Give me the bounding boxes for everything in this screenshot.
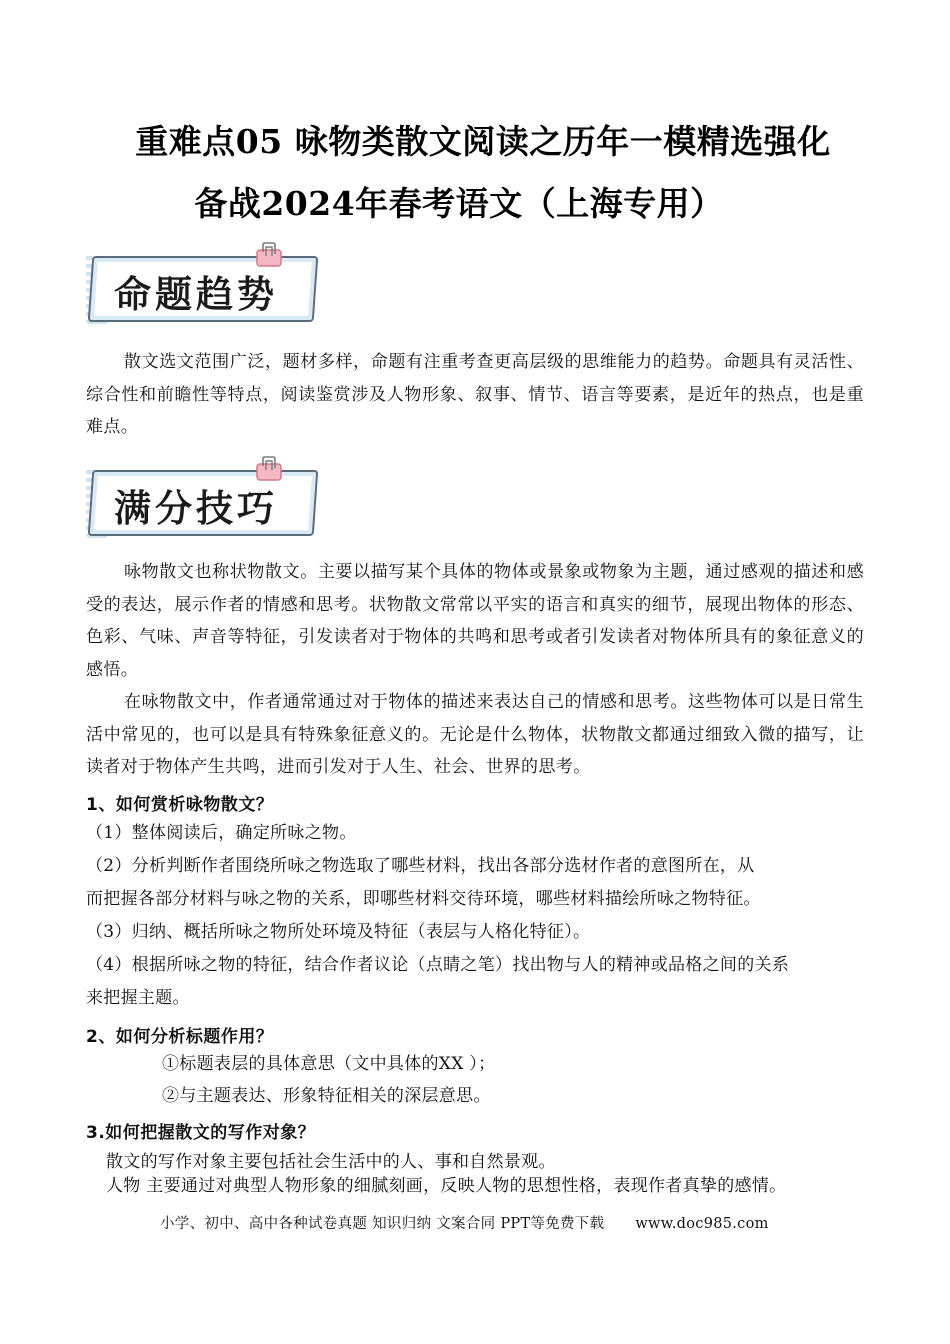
q3-line-1: 散文的写作对象主要包括社会生活中的人、事和自然景观。 — [106, 1152, 556, 1172]
page-footer — [160, 1212, 769, 1233]
q1-item-1: （1）整体阅读后，确定所咏之物。 — [86, 823, 357, 843]
section-banner-skills — [82, 456, 318, 538]
section-banner-trend — [82, 242, 318, 324]
q1-item-4b: 来把握主题。 — [86, 988, 190, 1008]
trend-paragraph: 散文选文范围广泛，题材多样，命题有注重考查更高层级的思维能力的趋势。命题具有灵活性、综合性和前瞻性等特点，阅读鉴赏涉及人物形象、叙事、情节、语言等要素，是近年的热点，也是重难点。 — [86, 352, 864, 437]
question-1-heading: 1、如何赏析咏物散文？ — [86, 795, 274, 815]
banner-label: 命题趋势 — [114, 273, 278, 316]
skills-paragraph-1: 咏物散文也称状物散文。主要以描写某个具体的物体或景象或物象为主题，通过感观的描述和感受的表达，展示作者的情感和思考。状物散文常常以平实的语言和真实的细节，展现出物体的形态、色彩、气味、声音等特征，引发读者对于物体的共鸣和思考或者引发读者对物体所具有的象征意义的感悟。 — [86, 562, 864, 680]
question-3-heading: 3.如何把握散文的写作对象？ — [86, 1123, 316, 1143]
q1-item-3: （3）归纳、概括所咏之物所处环境及特征（表层与人格化特征）。 — [86, 922, 591, 942]
document-title-line2: 备战2024年春考语文（上海专用） — [194, 184, 724, 223]
q2-item-1: ①标题表层的具体意思（文中具体的XX ）； — [162, 1054, 496, 1074]
q1-item-2b: 而把握各部分材料与咏之物的关系，即哪些材料交待环境，哪些材料描绘所咏之物特征。 — [86, 889, 761, 909]
question-2-heading: 2、如何分析标题作用？ — [86, 1027, 274, 1047]
footer-text: 小学、初中、高中各种试卷真题 知识归纳 文案合同 PPT等免费下载 — [160, 1216, 605, 1232]
document-title-line1: 重难点05 咏物类散文阅读之历年一模精选强化 — [135, 122, 831, 161]
q1-item-2a: （2）分析判断作者围绕所咏之物选取了哪些材料，找出各部分选材作者的意图所在，从 — [86, 856, 755, 876]
banner-label: 满分技巧 — [114, 487, 278, 530]
q3-line-2: 人物 主要通过对典型人物形象的细腻刻画，反映人物的思想性格，表现作者真挚的感情。 — [106, 1176, 787, 1196]
q2-item-2: ②与主题表达、形象特征相关的深层意思。 — [162, 1086, 491, 1106]
q1-item-4a: （4）根据所咏之物的特征，结合作者议论（点睛之笔）找出物与人的精神或品格之间的关系 — [86, 955, 790, 975]
skills-paragraph-2: 在咏物散文中，作者通常通过对于物体的描述来表达自己的情感和思考。这些物体可以是日常生活中常见的，也可以是具有特殊象征意义的。无论是什么物体，状物散文都通过细致入微的描写，让读者对于物体产生共鸣，进而引发对于人生、社会、世界的思考。 — [86, 692, 864, 777]
footer-url: www.doc985.com — [635, 1216, 769, 1232]
